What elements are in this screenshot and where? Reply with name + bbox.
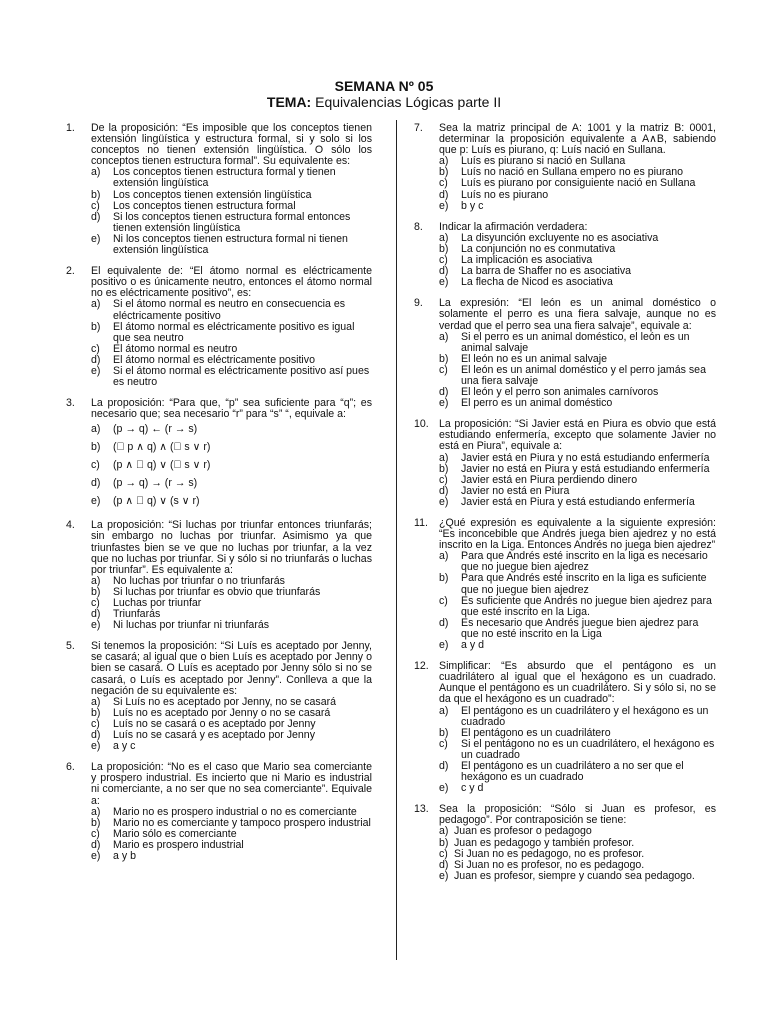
option-letter: c) [439, 737, 448, 750]
page-subtitle [0, 94, 768, 111]
option-text: La conjunción no es conmutativa [461, 242, 616, 255]
option-text: El pentágono es un cuadrilátero a no ser que el hexágono es un cuadrado [461, 759, 684, 784]
tema-text: Equivalencias Lógicas parte II [315, 94, 502, 110]
option-text: (p ∧ ⃞ q) ∨ (⃞ s ∨ r) [113, 459, 211, 472]
option-text: Javier no está en Piura [461, 484, 570, 497]
question-stem: La proposición: “Para que, “p” sea suficiente para “q”; es necesario que; sea necesario “r” para “s” “, equivale a: [91, 397, 372, 421]
option-text: El pentágono es un cuadrilátero [461, 726, 611, 739]
option-letter: b) [439, 166, 449, 179]
option-text: Si el átomo normal es eléctricamente positivo así pues es neutro [113, 364, 370, 389]
question-stem: Simplificar: “Es absurdo que el pentágono es un cuadrilátero al igual que el hexágono es un cuadrado. Aunque el pentágono es un cuadrilátero. Si y sólo si, no se da que el hexágono es un cuadrado”: [439, 660, 716, 706]
question-stem: De la proposición: “Es imposible que los conceptos tienen extensión lingüística y estructura formal, si y solo si los conceptos no tienen extensión lingüística. O sólo los conceptos tienen estructura formal”. Su equivalente es: [91, 122, 372, 168]
option-letter: b) [439, 726, 449, 739]
answer-option [439, 783, 716, 794]
option-letter: a) [91, 423, 101, 436]
option-text: El átomo normal es eléctricamente positivo [113, 353, 315, 366]
option-text: El león es un animal doméstico y el perro jamás sea una fiera salvaje [461, 363, 706, 387]
answer-option [91, 851, 372, 862]
answer-option [439, 596, 716, 618]
answer-option [439, 871, 716, 882]
answer-option [439, 739, 716, 761]
option-letter: d) [439, 616, 449, 629]
option-letter: c) [91, 597, 100, 609]
question-8 [414, 222, 716, 289]
option-text: a y c [113, 740, 136, 753]
option-letter: b) [91, 320, 101, 333]
question-stem: La proposición: “No es el caso que Mario sea comerciante y prospero industrial. Es incierto que ni Mario es industrial ni comerciante, a no ser que no sea comerciante”. Equivale a: [91, 761, 372, 807]
option-letter: a) [439, 330, 449, 343]
question-number: 3. [66, 397, 75, 410]
option-letter: c) [439, 847, 448, 860]
option-text: Juan es profesor, siempre y cuando sea pedagogo. [454, 869, 695, 882]
option-text: Luchas por triunfar [113, 597, 202, 609]
option-letter: b) [439, 572, 449, 585]
option-letter: e) [91, 740, 101, 753]
option-text: Javier está en Piura perdiendo dinero [461, 473, 638, 486]
option-text: Javier está en Piura y no está estudiando enfermería [461, 451, 710, 464]
option-text: El átomo normal es eléctricamente positivo es igual que sea neutro [113, 320, 355, 344]
option-text: Si Luís no es aceptado por Jenny, no se casará [113, 695, 337, 708]
right-column [414, 123, 716, 892]
option-letter: c) [91, 459, 100, 472]
answer-option [91, 456, 372, 474]
option-letter: e) [91, 619, 101, 632]
answer-option [439, 761, 716, 783]
option-letter: e) [439, 397, 449, 410]
option-letter: c) [439, 363, 448, 376]
option-letter: d) [439, 858, 449, 871]
option-letter: a) [91, 574, 101, 587]
option-text: Es necesario que Andrés juegue bien ajedrez para que no esté inscrito en la Liga [461, 616, 699, 640]
option-text: El átomo normal es neutro [113, 342, 238, 355]
option-text: Los conceptos tienen estructura formal y tienen extensión lingüística [113, 166, 336, 190]
option-text: El león y el perro son animales carnívoros [461, 386, 659, 399]
answer-option [439, 573, 716, 595]
option-letter: d) [91, 477, 101, 490]
option-letter: d) [439, 188, 449, 201]
option-letter: b) [439, 242, 449, 255]
question-stem: La expresión: “El león es un animal doméstico o solamente el perro es una fiera salvaje, aunque no es verdad que el perro sea una fiera salvaje”, equivale a: [439, 297, 716, 332]
option-letter: a) [439, 231, 449, 244]
option-letter: e) [439, 199, 449, 212]
answer-option [439, 201, 716, 212]
option-text: Luís es piurano por consiguiente nació en Sullana [461, 177, 696, 190]
option-letter: e) [439, 782, 449, 795]
option-text: Para que Andrés esté inscrito en la liga es suficiente que no juegue bien ajedrez [461, 572, 707, 596]
option-text: Luís es piurano si nació en Sullana [461, 155, 626, 168]
option-text: Ni luchas por triunfar ni triunfarás [113, 619, 270, 632]
option-text: Luís no se casará o es aceptado por Jenny [113, 717, 316, 730]
option-text: El pentágono es un cuadrilátero y el hexágono es un cuadrado [461, 704, 709, 728]
option-letter: c) [91, 717, 100, 730]
option-text: El león no es un animal salvaje [461, 352, 608, 365]
question-number: 9. [414, 297, 423, 310]
question-number: 13. [414, 803, 429, 816]
answer-option [91, 620, 372, 631]
question-4 [66, 520, 372, 631]
option-letter: c) [439, 254, 448, 267]
answer-option [91, 741, 372, 752]
option-letter: d) [439, 265, 449, 278]
option-letter: a) [439, 155, 449, 168]
question-6 [66, 762, 372, 862]
question-7 [414, 123, 716, 212]
answer-option [439, 640, 716, 651]
option-text: (p ∧ ⃞ q) ∨ (s ∨ r) [113, 495, 200, 508]
option-letter: d) [91, 729, 101, 742]
option-text: La flecha de Nicod es asociativa [461, 276, 613, 289]
answer-option [91, 167, 372, 189]
option-text: Si Juan no es profesor, no es pedagogo. [454, 858, 645, 871]
option-text: Si el átomo normal es neutro en consecuencia es eléctricamente positivo [113, 298, 346, 322]
question-stem: Indicar la afirmación verdadera: [439, 220, 588, 233]
answer-option [91, 366, 372, 388]
option-letter: b) [91, 585, 101, 598]
option-text: Los conceptos tienen estructura formal [113, 199, 296, 212]
answer-option [91, 212, 372, 234]
question-number: 6. [66, 761, 75, 774]
question-stem: Sea la proposición: “Sólo si Juan es profesor, es pedagogo”. Por contraposición se tiene: [439, 803, 716, 827]
question-number: 11. [414, 517, 428, 529]
question-2 [66, 266, 372, 388]
option-text: La barra de Shaffer no es asociativa [461, 265, 632, 278]
option-letter: a) [91, 298, 101, 311]
option-text: El perro es un animal doméstico [461, 397, 613, 410]
option-letter: c) [439, 177, 448, 190]
answer-option [91, 420, 372, 438]
question-12 [414, 661, 716, 794]
option-letter: a) [439, 550, 449, 563]
page-header [0, 78, 768, 111]
option-text: a y d [461, 639, 484, 652]
option-text: Luís no se casará y es aceptado por Jenny [113, 729, 315, 742]
option-text: Es suficiente que Andrés no juegue bien ajedrez para que esté inscrito en la Liga. [461, 594, 712, 618]
answer-option [91, 492, 372, 510]
option-text: Mario no es comerciante y tampoco prospero industrial [113, 816, 371, 829]
option-letter: c) [91, 342, 100, 355]
option-text: Luís no es aceptado por Jenny o no se casará [113, 706, 331, 719]
option-text: Triunfarás [113, 608, 161, 621]
option-letter: e) [439, 276, 449, 289]
question-5 [66, 641, 372, 752]
question-stem: Sea la matriz principal de A: 1001 y la matriz B: 0001, determinar la proposición equivalente a A∧B, sabiendo que p: Luís es piurano, q: Luís nació en Sullana. [439, 122, 716, 157]
option-text: Javier no está en Piura y está estudiando enfermería [461, 462, 710, 475]
option-letter: d) [91, 838, 101, 851]
answer-option [91, 474, 372, 492]
question-number: 4. [66, 519, 75, 532]
option-text: Si luchas por triunfar es obvio que triunfarás [113, 585, 321, 598]
column-divider [396, 120, 397, 960]
option-letter: d) [439, 386, 449, 399]
option-text: (p → q) → (r → s) [113, 477, 198, 490]
option-text: La implicación es asociativa [461, 254, 593, 267]
option-text: b y c [461, 199, 484, 212]
option-letter: b) [439, 352, 449, 365]
option-letter: c) [439, 473, 448, 486]
option-text: Juan es profesor o pedagogo [454, 825, 592, 838]
option-letter: a) [439, 451, 449, 464]
question-number: 10. [414, 418, 429, 431]
question-number: 1. [66, 122, 75, 134]
option-letter: e) [439, 495, 449, 508]
option-text: Ni los conceptos tienen estructura formal ni tienen extensión lingüística [113, 232, 348, 257]
question-9 [414, 298, 716, 409]
question-stem: La proposición: “Si luchas por triunfar entonces triunfarás; sin embargo no luchas por triunfar. Asimismo ya que triunfastes bien se ve que no luchas por triunfar, a la vez que no luchas por triunfar. Si y sólo si no triunfarás o luchas por triunfar”. Es equivalente a: [91, 519, 372, 576]
option-letter: b) [439, 462, 449, 475]
option-text: Luís no es piurano [461, 188, 549, 201]
tema-label: TEMA: [266, 94, 312, 110]
answer-option [91, 234, 372, 256]
answer-option [91, 322, 372, 344]
option-text: a y b [113, 849, 136, 862]
question-13 [414, 804, 716, 882]
option-letter: d) [91, 353, 101, 366]
left-column [66, 123, 372, 872]
option-text: Si Juan no es pedagogo, no es profesor. [454, 847, 645, 860]
option-letter: b) [91, 188, 101, 201]
question-3 [66, 398, 372, 510]
option-letter: b) [91, 706, 101, 719]
option-text: Luís no nació en Sullana empero no es piurano [461, 166, 684, 179]
question-number: 7. [414, 122, 423, 134]
answer-option [439, 365, 716, 387]
answer-option [439, 706, 716, 728]
option-text: No luchas por triunfar o no triunfarás [113, 574, 285, 587]
option-letter: b) [439, 836, 449, 849]
option-letter: a) [91, 695, 101, 708]
question-stem: El equivalente de: “El átomo normal es eléctricamente positivo o es únicamente neutro, entonces el átomo normal no es eléctricamente positivo”, es: [91, 265, 372, 300]
option-text: Si el pentágono no es un cuadrilátero, el hexágono es un cuadrado [461, 737, 715, 761]
question-number: 2. [66, 265, 75, 278]
option-letter: d) [91, 210, 101, 223]
option-text: Mario es prospero industrial [113, 838, 244, 851]
option-text: Javier está en Piura y está estudiando enfermería [461, 495, 695, 508]
option-text: Mario no es prospero industrial o no es comerciante [113, 805, 357, 818]
answer-option [439, 398, 716, 409]
question-number: 8. [414, 220, 423, 233]
option-text: Los conceptos tienen extensión lingüística [113, 188, 312, 201]
option-letter: e) [439, 869, 449, 882]
option-letter: d) [439, 759, 449, 772]
option-text: c y d [461, 782, 484, 795]
option-letter: b) [91, 816, 101, 829]
question-number: 12. [414, 660, 429, 673]
answer-option [439, 618, 716, 640]
question-stem: ¿Qué expresión es equivalente a la siguiente expresión: “Es inconcebible que Andrés juega bien ajedrez y no está inscrito en la Liga. Entonces Andrés no juega bien ajedrez” [439, 517, 716, 552]
option-letter: d) [91, 608, 101, 621]
option-text: Si los conceptos tienen estructura formal entonces tienen extensión lingüística [113, 210, 351, 234]
option-text: Para que Andrés esté inscrito en la liga es necesario que no juegue bien ajedrez [461, 550, 708, 574]
answer-option [91, 438, 372, 456]
question-number: 5. [66, 640, 75, 653]
option-letter: e) [439, 639, 449, 652]
page-title: SEMANA Nº 05 [334, 78, 434, 94]
answer-option [439, 497, 716, 508]
answer-option [439, 332, 716, 354]
question-stem: Si tenemos la proposición: “Si Luís es aceptado por Jenny, se casará; al igual que o bien Luís es aceptado por Jenny o bien se casará. O Luís es aceptado por Jenny sólo si no se casará, o Luís es aceptado por Jenny”. Conlleva a que la negación de su equivalente es: [91, 640, 372, 697]
option-letter: e) [91, 364, 101, 377]
option-text: (p → q) ← (r → s) [113, 423, 198, 436]
question-11 [414, 518, 716, 651]
option-letter: e) [91, 495, 101, 508]
answer-option [439, 551, 716, 573]
option-letter: c) [439, 594, 448, 607]
question-10 [414, 419, 716, 508]
option-text: Juan es pedagogo y también profesor. [454, 836, 635, 849]
option-letter: b) [91, 441, 101, 454]
option-letter: a) [91, 166, 101, 179]
option-text: (⃞ p ∧ q) ∧ (⃞ s ∨ r) [113, 441, 211, 454]
question-1 [66, 123, 372, 256]
answer-option [439, 277, 716, 288]
option-letter: c) [91, 199, 100, 212]
option-text: Si el perro es un animal doméstico, el león es un animal salvaje [461, 330, 690, 354]
option-letter: c) [91, 827, 100, 840]
option-letter: e) [91, 232, 101, 245]
option-letter: e) [91, 849, 101, 862]
option-text: Mario sólo es comerciante [113, 827, 237, 840]
option-letter: d) [439, 484, 449, 497]
option-letter: a) [91, 805, 101, 818]
option-letter: a) [439, 704, 449, 717]
option-letter: a) [439, 825, 449, 838]
answer-option [91, 299, 372, 321]
option-text: La disyunción excluyente no es asociativa [461, 231, 659, 244]
question-stem: La proposición: “Si Javier está en Piura es obvio que está estudiando enfermería, excepto que solamente Javier no está en Piura”, equivale a: [439, 418, 716, 453]
